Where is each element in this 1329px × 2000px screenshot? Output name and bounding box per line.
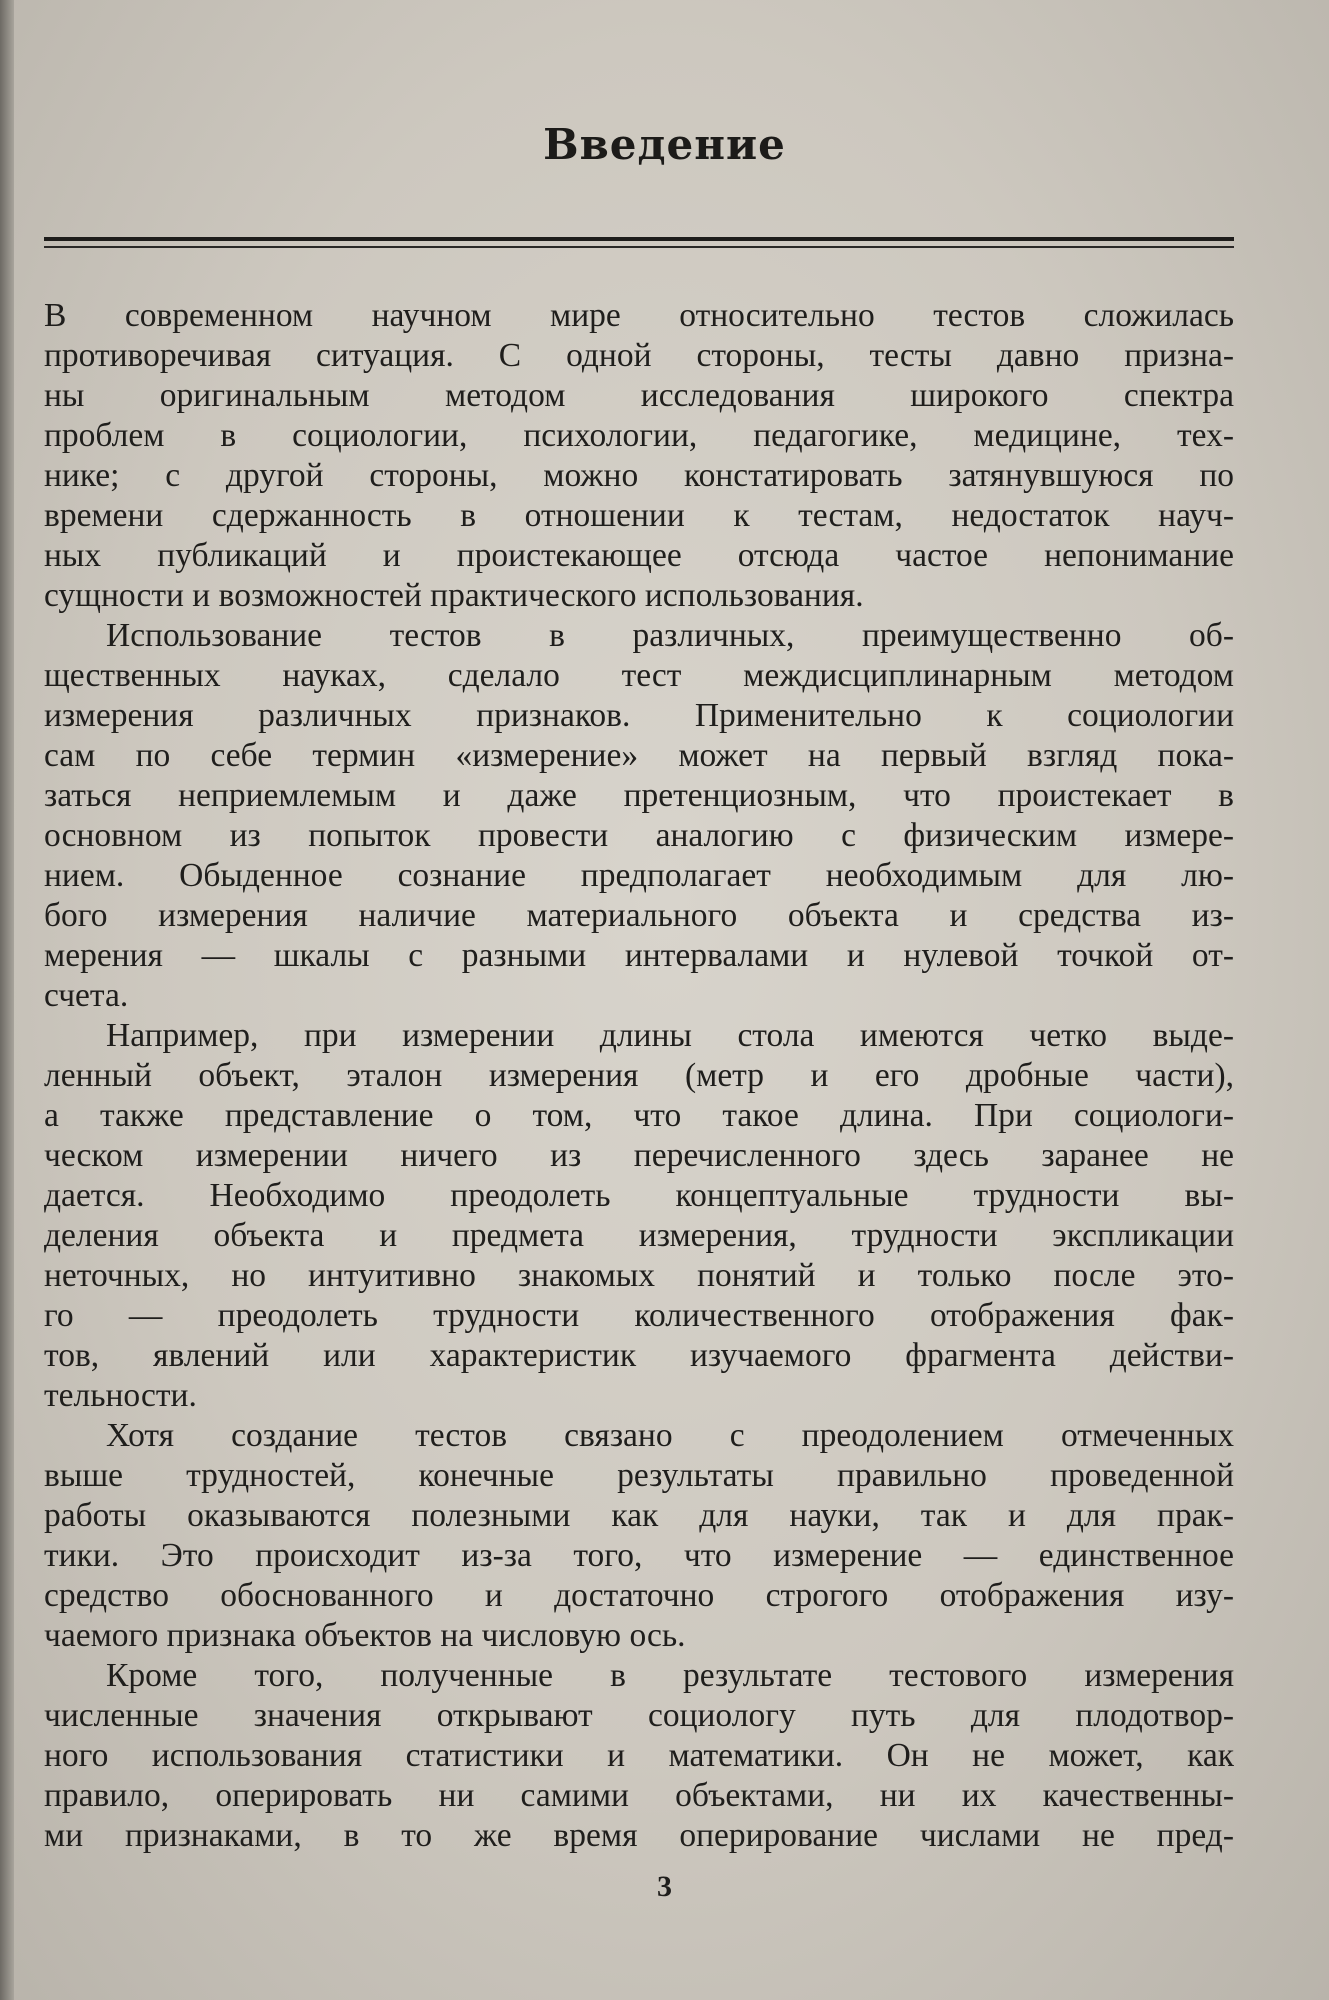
- text-line: ны оригинальным методом исследования широкого спектра: [44, 377, 1234, 414]
- text-line: тов, явлений или характеристик изучаемого фрагмента действи-: [44, 1337, 1234, 1374]
- text-line: неточных, но интуитивно знакомых понятий и только после это-: [44, 1257, 1234, 1294]
- text-line: проблем в социологии, психологии, педагогике, медицине, тех-: [44, 417, 1234, 454]
- title-rule-thick: [44, 237, 1234, 241]
- text-line: средство обоснованного и достаточно строгого отображения изу-: [44, 1577, 1234, 1614]
- text-line: а также представление о том, что такое длина. При социологи-: [44, 1097, 1234, 1134]
- text-line: ческом измерении ничего из перечисленного здесь заранее не: [44, 1137, 1234, 1174]
- text-line: Кроме того, полученные в результате тестового измерения: [106, 1657, 1234, 1694]
- text-line: счета.: [44, 977, 129, 1014]
- text-line: нием. Обыденное сознание предполагает необходимым для лю-: [44, 857, 1234, 894]
- title-rule-thin: [44, 246, 1234, 248]
- text-line: правило, оперировать ни самими объектами, ни их качественны-: [44, 1777, 1234, 1814]
- chapter-title: Введение: [543, 120, 786, 169]
- text-line: нике; с другой стороны, можно констатировать затянувшуюся по: [44, 457, 1234, 494]
- text-line: сам по себе термин «измерение» может на первый взгляд пока-: [44, 737, 1234, 774]
- text-line: Например, при измерении длины стола имеются четко выде-: [106, 1017, 1234, 1054]
- text-line: щественных науках, сделало тест междисциплинарным методом: [44, 657, 1234, 694]
- text-line: мерения — шкалы с разными интервалами и нулевой точкой от-: [44, 937, 1234, 974]
- text-line: основном из попыток провести аналогию с физическим измере-: [44, 817, 1234, 854]
- text-line: ленный объект, эталон измерения (метр и его дробные части),: [44, 1057, 1234, 1094]
- text-line: чаемого признака объектов на числовую ось.: [44, 1617, 686, 1654]
- text-line: го — преодолеть трудности количественного отображения фак-: [44, 1297, 1234, 1334]
- text-line: времени сдержанность в отношении к тестам, недостаток науч-: [44, 497, 1234, 534]
- text-line: дается. Необходимо преодолеть концептуальные трудности вы-: [44, 1177, 1234, 1214]
- text-line: Использование тестов в различных, преимущественно об-: [106, 617, 1234, 654]
- text-line: тельности.: [44, 1377, 197, 1414]
- text-line: работы оказываются полезными как для науки, так и для прак-: [44, 1497, 1234, 1534]
- text-line: деления объекта и предмета измерения, трудности экспликации: [44, 1217, 1234, 1254]
- text-line: ми признаками, в то же время оперирование числами не пред-: [44, 1817, 1234, 1854]
- text-line: Хотя создание тестов связано с преодолением отмеченных: [106, 1417, 1234, 1454]
- text-line: сущности и возможностей практического использования.: [44, 577, 864, 614]
- page-spine-shadow: [0, 0, 14, 2000]
- text-line: измерения различных признаков. Применительно к социологии: [44, 697, 1234, 734]
- text-line: ного использования статистики и математики. Он не может, как: [44, 1737, 1234, 1774]
- page-number: 3: [657, 1870, 672, 1903]
- body-text: [44, 296, 1234, 1856]
- text-line: ных публикаций и проистекающее отсюда частое непонимание: [44, 537, 1234, 574]
- text-line: В современном научном мире относительно тестов сложилась: [44, 297, 1234, 334]
- text-line: тики. Это происходит из-за того, что измерение — единственное: [44, 1537, 1234, 1574]
- text-line: противоречивая ситуация. С одной стороны, тесты давно призна-: [44, 337, 1234, 374]
- text-line: численные значения открывают социологу путь для плодотвор-: [44, 1697, 1234, 1734]
- text-line: выше трудностей, конечные результаты правильно проведенной: [44, 1457, 1234, 1494]
- text-line: заться неприемлемым и даже претенциозным, что проистекает в: [44, 777, 1234, 814]
- text-line: бого измерения наличие материального объекта и средства из-: [44, 897, 1234, 934]
